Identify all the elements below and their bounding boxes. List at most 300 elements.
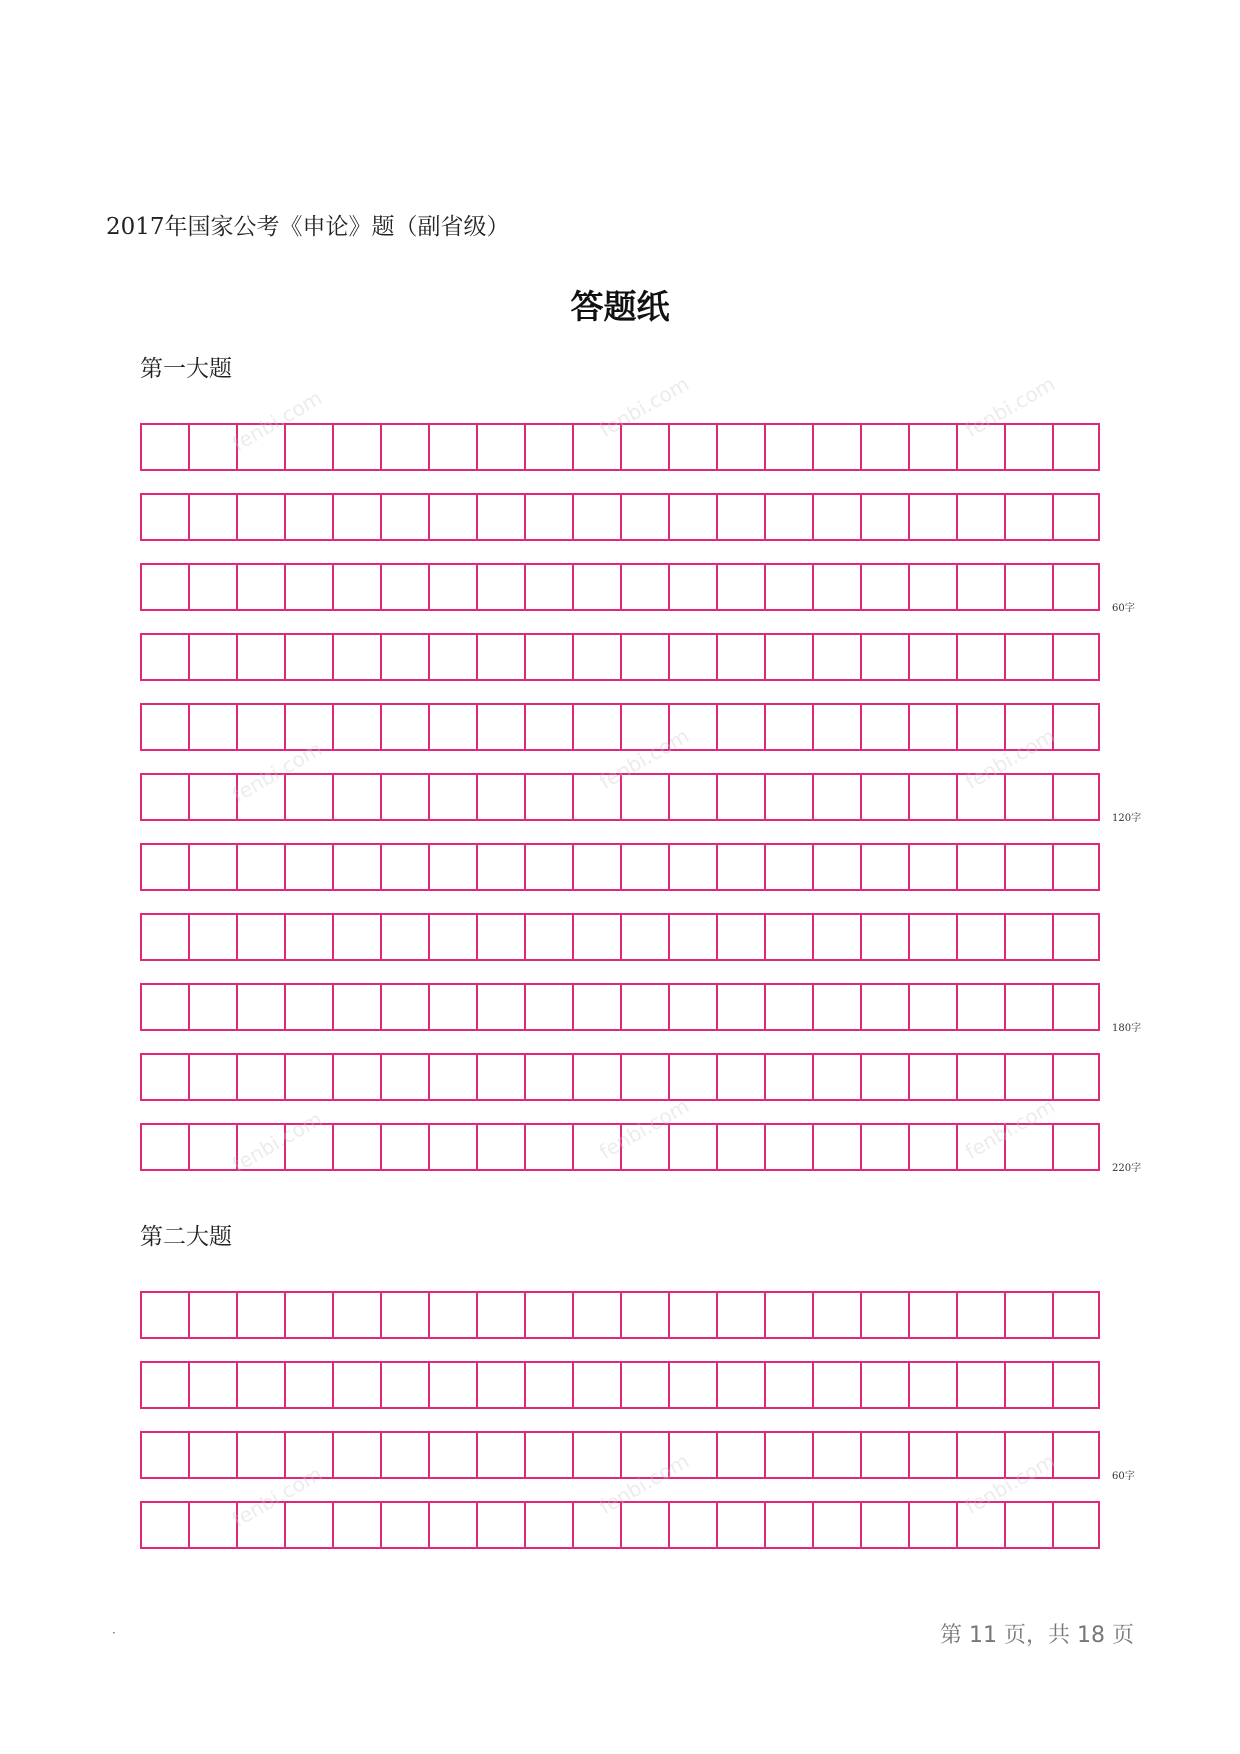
- grid-cell[interactable]: [380, 773, 428, 821]
- grid-cell[interactable]: [1004, 1123, 1052, 1171]
- grid-cell[interactable]: [1004, 1291, 1052, 1339]
- grid-cell[interactable]: [524, 913, 572, 961]
- grid-cell[interactable]: [956, 563, 1004, 611]
- grid-cell[interactable]: [908, 633, 956, 681]
- grid-cell[interactable]: [524, 1123, 572, 1171]
- grid-cell[interactable]: [332, 563, 380, 611]
- grid-cell[interactable]: [812, 983, 860, 1031]
- grid-cell[interactable]: [140, 913, 188, 961]
- grid-cell[interactable]: [1052, 493, 1100, 541]
- grid-cell[interactable]: [524, 1053, 572, 1101]
- grid-cell[interactable]: [1004, 493, 1052, 541]
- grid-cell[interactable]: [1004, 703, 1052, 751]
- grid-cell[interactable]: [668, 703, 716, 751]
- grid-cell[interactable]: [476, 843, 524, 891]
- grid-cell[interactable]: [428, 633, 476, 681]
- grid-cell[interactable]: [716, 1123, 764, 1171]
- grid-cell[interactable]: [428, 1501, 476, 1549]
- grid-cell[interactable]: [716, 983, 764, 1031]
- grid-cell[interactable]: [716, 773, 764, 821]
- grid-cell[interactable]: [476, 563, 524, 611]
- grid-cell[interactable]: [956, 1501, 1004, 1549]
- grid-cell[interactable]: [716, 703, 764, 751]
- grid-cell[interactable]: [956, 983, 1004, 1031]
- grid-cell[interactable]: [908, 843, 956, 891]
- grid-cell[interactable]: [908, 1431, 956, 1479]
- grid-cell[interactable]: [188, 843, 236, 891]
- grid-cell[interactable]: [668, 983, 716, 1031]
- grid-cell[interactable]: [764, 423, 812, 471]
- grid-cell[interactable]: [860, 1361, 908, 1409]
- grid-cell[interactable]: [716, 1291, 764, 1339]
- grid-cell[interactable]: [236, 1501, 284, 1549]
- grid-cell[interactable]: [284, 633, 332, 681]
- grid-cell[interactable]: [476, 773, 524, 821]
- grid-cell[interactable]: [380, 1361, 428, 1409]
- grid-cell[interactable]: [428, 1123, 476, 1171]
- grid-cell[interactable]: [1004, 633, 1052, 681]
- grid-cell[interactable]: [620, 633, 668, 681]
- grid-cell[interactable]: [140, 703, 188, 751]
- grid-cell[interactable]: [908, 1361, 956, 1409]
- grid-cell[interactable]: [1052, 633, 1100, 681]
- grid-cell[interactable]: [1004, 1501, 1052, 1549]
- grid-cell[interactable]: [908, 913, 956, 961]
- grid-cell[interactable]: [572, 423, 620, 471]
- grid-cell[interactable]: [716, 493, 764, 541]
- grid-cell[interactable]: [572, 633, 620, 681]
- grid-cell[interactable]: [956, 633, 1004, 681]
- grid-cell[interactable]: [620, 1291, 668, 1339]
- grid-cell[interactable]: [1052, 843, 1100, 891]
- grid-cell[interactable]: [620, 493, 668, 541]
- grid-cell[interactable]: [284, 1501, 332, 1549]
- grid-cell[interactable]: [812, 423, 860, 471]
- grid-cell[interactable]: [428, 983, 476, 1031]
- grid-cell[interactable]: [1052, 703, 1100, 751]
- grid-cell[interactable]: [188, 1053, 236, 1101]
- grid-cell[interactable]: [908, 1123, 956, 1171]
- grid-cell[interactable]: [1052, 423, 1100, 471]
- grid-cell[interactable]: [812, 703, 860, 751]
- grid-cell[interactable]: [764, 1291, 812, 1339]
- grid-cell[interactable]: [1004, 1431, 1052, 1479]
- grid-cell[interactable]: [524, 633, 572, 681]
- grid-cell[interactable]: [140, 1291, 188, 1339]
- answer-grid-section-2[interactable]: [140, 1291, 1135, 1549]
- grid-cell[interactable]: [332, 843, 380, 891]
- grid-cell[interactable]: [284, 983, 332, 1031]
- grid-cell[interactable]: [428, 703, 476, 751]
- grid-cell[interactable]: [284, 843, 332, 891]
- grid-cell[interactable]: [140, 1431, 188, 1479]
- grid-cell[interactable]: [332, 703, 380, 751]
- grid-cell[interactable]: [284, 493, 332, 541]
- grid-cell[interactable]: [236, 423, 284, 471]
- grid-cell[interactable]: [428, 773, 476, 821]
- grid-cell[interactable]: [476, 913, 524, 961]
- grid-cell[interactable]: [764, 843, 812, 891]
- grid-cell[interactable]: [668, 913, 716, 961]
- grid-cell[interactable]: [572, 913, 620, 961]
- grid-cell[interactable]: [860, 773, 908, 821]
- grid-cell[interactable]: [668, 1123, 716, 1171]
- grid-cell[interactable]: [620, 1123, 668, 1171]
- grid-cell[interactable]: [380, 493, 428, 541]
- grid-cell[interactable]: [380, 843, 428, 891]
- grid-cell[interactable]: [476, 493, 524, 541]
- grid-cell[interactable]: [140, 1053, 188, 1101]
- grid-cell[interactable]: [236, 913, 284, 961]
- grid-cell[interactable]: [668, 1501, 716, 1549]
- grid-cell[interactable]: [620, 703, 668, 751]
- grid-cell[interactable]: [380, 1501, 428, 1549]
- grid-cell[interactable]: [620, 423, 668, 471]
- grid-cell[interactable]: [716, 633, 764, 681]
- grid-cell[interactable]: [236, 493, 284, 541]
- grid-cell[interactable]: [332, 1361, 380, 1409]
- grid-cell[interactable]: [332, 1123, 380, 1171]
- grid-cell[interactable]: [1004, 1361, 1052, 1409]
- grid-cell[interactable]: [140, 1361, 188, 1409]
- grid-cell[interactable]: [476, 1053, 524, 1101]
- grid-cell[interactable]: [812, 1123, 860, 1171]
- grid-cell[interactable]: [428, 843, 476, 891]
- grid-cell[interactable]: [716, 1431, 764, 1479]
- grid-cell[interactable]: [428, 423, 476, 471]
- grid-cell[interactable]: [764, 633, 812, 681]
- grid-cell[interactable]: [668, 563, 716, 611]
- grid-cell[interactable]: [284, 1123, 332, 1171]
- grid-cell[interactable]: [1052, 563, 1100, 611]
- grid-cell[interactable]: [284, 913, 332, 961]
- grid-cell[interactable]: [620, 1501, 668, 1549]
- grid-cell[interactable]: [956, 423, 1004, 471]
- grid-cell[interactable]: [284, 1291, 332, 1339]
- grid-cell[interactable]: [188, 1123, 236, 1171]
- grid-cell[interactable]: [908, 1053, 956, 1101]
- grid-cell[interactable]: [620, 1053, 668, 1101]
- grid-cell[interactable]: [860, 1291, 908, 1339]
- grid-cell[interactable]: [524, 423, 572, 471]
- grid-cell[interactable]: [860, 563, 908, 611]
- grid-cell[interactable]: [380, 1291, 428, 1339]
- grid-cell[interactable]: [524, 1291, 572, 1339]
- grid-cell[interactable]: [764, 703, 812, 751]
- grid-cell[interactable]: [524, 773, 572, 821]
- grid-cell[interactable]: [860, 913, 908, 961]
- grid-cell[interactable]: [716, 563, 764, 611]
- grid-cell[interactable]: [764, 773, 812, 821]
- answer-grid-section-1[interactable]: [140, 423, 1142, 1174]
- grid-cell[interactable]: [332, 633, 380, 681]
- grid-cell[interactable]: [908, 773, 956, 821]
- grid-cell[interactable]: [620, 1361, 668, 1409]
- grid-cell[interactable]: [236, 703, 284, 751]
- grid-cell[interactable]: [764, 1361, 812, 1409]
- grid-cell[interactable]: [764, 1053, 812, 1101]
- grid-cell[interactable]: [524, 843, 572, 891]
- grid-cell[interactable]: [524, 493, 572, 541]
- grid-cell[interactable]: [188, 983, 236, 1031]
- grid-cell[interactable]: [188, 913, 236, 961]
- grid-cell[interactable]: [860, 703, 908, 751]
- grid-cell[interactable]: [764, 1123, 812, 1171]
- grid-cell[interactable]: [140, 773, 188, 821]
- grid-cell[interactable]: [476, 703, 524, 751]
- grid-cell[interactable]: [956, 913, 1004, 961]
- grid-cell[interactable]: [236, 1431, 284, 1479]
- grid-cell[interactable]: [572, 1123, 620, 1171]
- grid-cell[interactable]: [476, 1361, 524, 1409]
- grid-cell[interactable]: [524, 983, 572, 1031]
- grid-cell[interactable]: [236, 1123, 284, 1171]
- grid-cell[interactable]: [332, 1291, 380, 1339]
- grid-cell[interactable]: [236, 1053, 284, 1101]
- grid-cell[interactable]: [284, 423, 332, 471]
- grid-cell[interactable]: [716, 843, 764, 891]
- grid-cell[interactable]: [572, 843, 620, 891]
- grid-cell[interactable]: [572, 703, 620, 751]
- grid-cell[interactable]: [476, 633, 524, 681]
- grid-cell[interactable]: [332, 913, 380, 961]
- grid-cell[interactable]: [1052, 913, 1100, 961]
- grid-cell[interactable]: [1052, 1053, 1100, 1101]
- grid-cell[interactable]: [284, 1053, 332, 1101]
- grid-cell[interactable]: [428, 1361, 476, 1409]
- grid-cell[interactable]: [572, 1431, 620, 1479]
- grid-cell[interactable]: [380, 913, 428, 961]
- grid-cell[interactable]: [236, 983, 284, 1031]
- grid-cell[interactable]: [188, 703, 236, 751]
- grid-cell[interactable]: [140, 983, 188, 1031]
- grid-cell[interactable]: [956, 843, 1004, 891]
- grid-cell[interactable]: [620, 843, 668, 891]
- grid-cell[interactable]: [140, 493, 188, 541]
- grid-cell[interactable]: [284, 773, 332, 821]
- grid-cell[interactable]: [476, 1123, 524, 1171]
- grid-cell[interactable]: [188, 1501, 236, 1549]
- grid-cell[interactable]: [1052, 1501, 1100, 1549]
- grid-cell[interactable]: [908, 703, 956, 751]
- grid-cell[interactable]: [140, 1501, 188, 1549]
- grid-cell[interactable]: [188, 493, 236, 541]
- grid-cell[interactable]: [524, 563, 572, 611]
- grid-cell[interactable]: [1052, 1431, 1100, 1479]
- grid-cell[interactable]: [716, 423, 764, 471]
- grid-cell[interactable]: [812, 913, 860, 961]
- grid-cell[interactable]: [572, 983, 620, 1031]
- grid-cell[interactable]: [812, 843, 860, 891]
- grid-cell[interactable]: [380, 563, 428, 611]
- grid-cell[interactable]: [380, 633, 428, 681]
- grid-cell[interactable]: [812, 1053, 860, 1101]
- grid-cell[interactable]: [860, 633, 908, 681]
- grid-cell[interactable]: [380, 1053, 428, 1101]
- grid-cell[interactable]: [428, 1431, 476, 1479]
- grid-cell[interactable]: [620, 913, 668, 961]
- grid-cell[interactable]: [140, 843, 188, 891]
- grid-cell[interactable]: [908, 423, 956, 471]
- grid-cell[interactable]: [188, 773, 236, 821]
- grid-cell[interactable]: [572, 773, 620, 821]
- grid-cell[interactable]: [380, 703, 428, 751]
- grid-cell[interactable]: [476, 423, 524, 471]
- grid-cell[interactable]: [860, 843, 908, 891]
- grid-cell[interactable]: [620, 1431, 668, 1479]
- grid-cell[interactable]: [476, 1291, 524, 1339]
- grid-cell[interactable]: [860, 1123, 908, 1171]
- grid-cell[interactable]: [572, 1501, 620, 1549]
- grid-cell[interactable]: [428, 1291, 476, 1339]
- grid-cell[interactable]: [860, 1431, 908, 1479]
- grid-cell[interactable]: [1004, 773, 1052, 821]
- grid-cell[interactable]: [812, 1501, 860, 1549]
- grid-cell[interactable]: [1052, 983, 1100, 1031]
- grid-cell[interactable]: [668, 843, 716, 891]
- grid-cell[interactable]: [188, 563, 236, 611]
- grid-cell[interactable]: [716, 1053, 764, 1101]
- grid-cell[interactable]: [140, 1123, 188, 1171]
- grid-cell[interactable]: [860, 423, 908, 471]
- grid-cell[interactable]: [1052, 1361, 1100, 1409]
- grid-cell[interactable]: [236, 843, 284, 891]
- grid-cell[interactable]: [188, 1431, 236, 1479]
- grid-cell[interactable]: [764, 1431, 812, 1479]
- grid-cell[interactable]: [332, 983, 380, 1031]
- grid-cell[interactable]: [380, 983, 428, 1031]
- grid-cell[interactable]: [572, 493, 620, 541]
- grid-cell[interactable]: [812, 1361, 860, 1409]
- grid-cell[interactable]: [572, 563, 620, 611]
- grid-cell[interactable]: [1004, 843, 1052, 891]
- grid-cell[interactable]: [236, 1361, 284, 1409]
- grid-cell[interactable]: [1004, 563, 1052, 611]
- grid-cell[interactable]: [716, 913, 764, 961]
- grid-cell[interactable]: [812, 1291, 860, 1339]
- grid-cell[interactable]: [236, 563, 284, 611]
- grid-cell[interactable]: [764, 983, 812, 1031]
- grid-cell[interactable]: [956, 1291, 1004, 1339]
- grid-cell[interactable]: [332, 773, 380, 821]
- grid-cell[interactable]: [1004, 983, 1052, 1031]
- grid-cell[interactable]: [764, 563, 812, 611]
- grid-cell[interactable]: [668, 1053, 716, 1101]
- grid-cell[interactable]: [572, 1053, 620, 1101]
- grid-cell[interactable]: [140, 423, 188, 471]
- grid-cell[interactable]: [956, 493, 1004, 541]
- grid-cell[interactable]: [188, 1361, 236, 1409]
- grid-cell[interactable]: [428, 1053, 476, 1101]
- grid-cell[interactable]: [188, 1291, 236, 1339]
- grid-cell[interactable]: [956, 1123, 1004, 1171]
- grid-cell[interactable]: [1052, 1123, 1100, 1171]
- grid-cell[interactable]: [1004, 423, 1052, 471]
- grid-cell[interactable]: [1052, 773, 1100, 821]
- grid-cell[interactable]: [956, 1053, 1004, 1101]
- grid-cell[interactable]: [668, 773, 716, 821]
- grid-cell[interactable]: [956, 1431, 1004, 1479]
- grid-cell[interactable]: [428, 913, 476, 961]
- grid-cell[interactable]: [332, 1053, 380, 1101]
- grid-cell[interactable]: [236, 1291, 284, 1339]
- grid-cell[interactable]: [620, 563, 668, 611]
- grid-cell[interactable]: [524, 1501, 572, 1549]
- grid-cell[interactable]: [956, 773, 1004, 821]
- grid-cell[interactable]: [188, 423, 236, 471]
- grid-cell[interactable]: [332, 1501, 380, 1549]
- grid-cell[interactable]: [956, 703, 1004, 751]
- grid-cell[interactable]: [812, 563, 860, 611]
- grid-cell[interactable]: [572, 1291, 620, 1339]
- grid-cell[interactable]: [764, 1501, 812, 1549]
- grid-cell[interactable]: [668, 1431, 716, 1479]
- grid-cell[interactable]: [524, 1431, 572, 1479]
- grid-cell[interactable]: [476, 1431, 524, 1479]
- grid-cell[interactable]: [332, 1431, 380, 1479]
- grid-cell[interactable]: [284, 703, 332, 751]
- grid-cell[interactable]: [908, 983, 956, 1031]
- grid-cell[interactable]: [716, 1361, 764, 1409]
- grid-cell[interactable]: [956, 1361, 1004, 1409]
- grid-cell[interactable]: [812, 1431, 860, 1479]
- grid-cell[interactable]: [668, 423, 716, 471]
- grid-cell[interactable]: [524, 703, 572, 751]
- grid-cell[interactable]: [476, 983, 524, 1031]
- grid-cell[interactable]: [284, 1361, 332, 1409]
- grid-cell[interactable]: [188, 633, 236, 681]
- grid-cell[interactable]: [764, 913, 812, 961]
- grid-cell[interactable]: [812, 633, 860, 681]
- grid-cell[interactable]: [476, 1501, 524, 1549]
- grid-cell[interactable]: [380, 423, 428, 471]
- grid-cell[interactable]: [908, 563, 956, 611]
- grid-cell[interactable]: [860, 493, 908, 541]
- grid-cell[interactable]: [1004, 1053, 1052, 1101]
- grid-cell[interactable]: [860, 1501, 908, 1549]
- grid-cell[interactable]: [668, 493, 716, 541]
- grid-cell[interactable]: [284, 1431, 332, 1479]
- grid-cell[interactable]: [860, 1053, 908, 1101]
- grid-cell[interactable]: [332, 423, 380, 471]
- grid-cell[interactable]: [620, 773, 668, 821]
- grid-cell[interactable]: [572, 1361, 620, 1409]
- grid-cell[interactable]: [668, 1291, 716, 1339]
- grid-cell[interactable]: [284, 563, 332, 611]
- grid-cell[interactable]: [908, 493, 956, 541]
- grid-cell[interactable]: [524, 1361, 572, 1409]
- grid-cell[interactable]: [908, 1291, 956, 1339]
- grid-cell[interactable]: [668, 633, 716, 681]
- grid-cell[interactable]: [140, 633, 188, 681]
- grid-cell[interactable]: [236, 773, 284, 821]
- grid-cell[interactable]: [332, 493, 380, 541]
- grid-cell[interactable]: [908, 1501, 956, 1549]
- grid-cell[interactable]: [428, 493, 476, 541]
- grid-cell[interactable]: [812, 773, 860, 821]
- grid-cell[interactable]: [716, 1501, 764, 1549]
- grid-cell[interactable]: [764, 493, 812, 541]
- grid-cell[interactable]: [380, 1123, 428, 1171]
- grid-cell[interactable]: [812, 493, 860, 541]
- grid-cell[interactable]: [380, 1431, 428, 1479]
- grid-cell[interactable]: [428, 563, 476, 611]
- grid-cell[interactable]: [1004, 913, 1052, 961]
- grid-cell[interactable]: [668, 1361, 716, 1409]
- grid-cell[interactable]: [236, 633, 284, 681]
- grid-cell[interactable]: [620, 983, 668, 1031]
- grid-cell[interactable]: [140, 563, 188, 611]
